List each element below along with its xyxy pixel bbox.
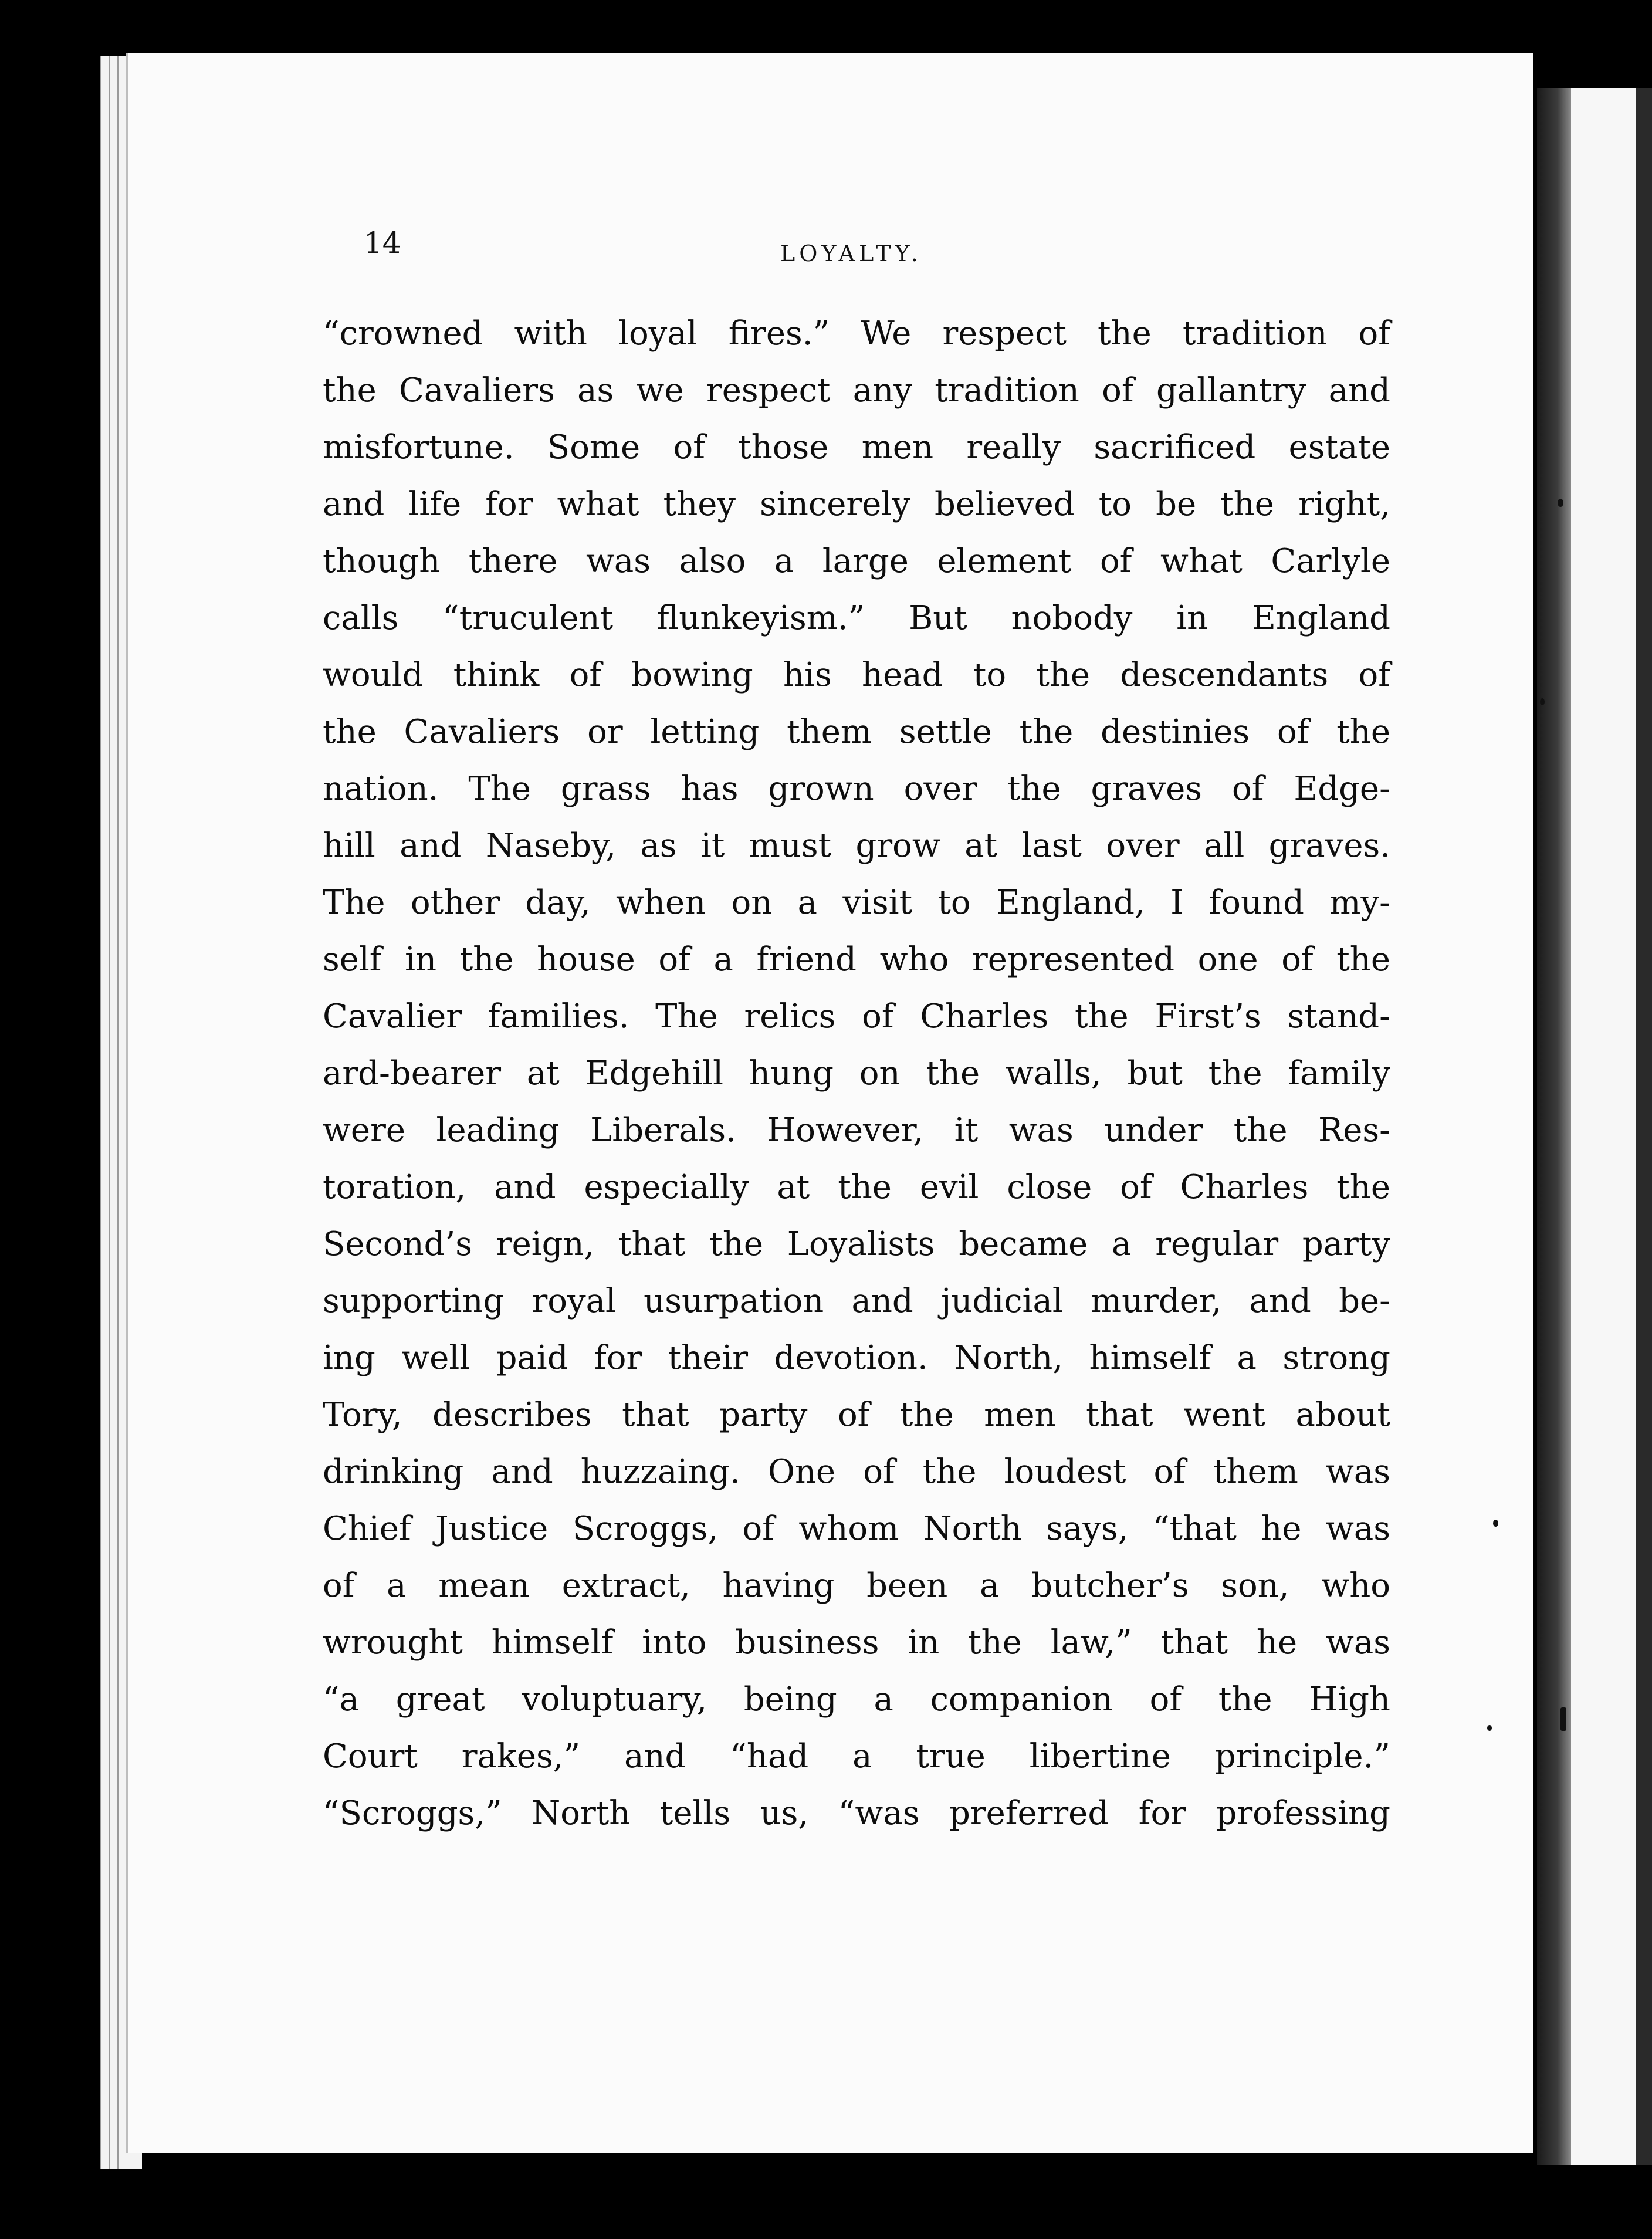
text-line: calls “truculent flunkeyism.” But nobody in England [323, 599, 1390, 637]
text-line: misfortune. Some of those men really sacrificed estate [323, 428, 1390, 466]
page-number: 14 [364, 226, 401, 260]
text-line: the Cavaliers as we respect any tradition of gallantry and [323, 371, 1390, 410]
text-line: ing well paid for their devotion. North, himself a strong [323, 1339, 1390, 1377]
text-line: nation. The grass has grown over the graves of Edge- [323, 770, 1390, 808]
text-line: “crowned with loyal fires.” We respect the tradition of [323, 314, 1390, 353]
gutter-shadow [1537, 88, 1571, 2165]
text-line: though there was also a large element of what Carlyle [323, 542, 1390, 580]
text-line: self in the house of a friend who represented one of the [323, 941, 1390, 979]
text-line: supporting royal usurpation and judicial murder, and be- [323, 1282, 1390, 1320]
text-line: the Cavaliers or letting them settle the destinies of the [323, 713, 1390, 751]
text-line: ard-bearer at Edgehill hung on the walls, but the family [323, 1054, 1390, 1093]
text-line: Second’s reign, that the Loyalists became a regular party [323, 1225, 1390, 1263]
text-line: Cavalier families. The relics of Charles the First’s stand- [323, 997, 1390, 1036]
body-text [323, 305, 1390, 1842]
running-head: LOYALTY. [780, 241, 922, 266]
text-line: Chief Justice Scroggs, of whom North says, “that he was [323, 1510, 1390, 1548]
scan-speck [1540, 698, 1545, 705]
text-line: would think of bowing his head to the descendants of [323, 656, 1390, 694]
facing-page-edge [1636, 88, 1652, 2165]
text-line: and life for what they sincerely believed to be the right, [323, 485, 1390, 523]
text-line: wrought himself into business in the law,” that he was [323, 1624, 1390, 1662]
scan-speck [1487, 1725, 1492, 1731]
scan-speck [1493, 1520, 1498, 1527]
text-line: “a great voluptuary, being a companion of the High [323, 1680, 1390, 1719]
text-line: “Scroggs,” North tells us, “was preferred for professing [323, 1794, 1390, 1832]
scan-speck [1558, 499, 1563, 507]
text-line: Court rakes,” and “had a true libertine principle.” [323, 1737, 1390, 1775]
text-line: The other day, when on a visit to England, I found my- [323, 884, 1390, 922]
text-line: were leading Liberals. However, it was under the Res- [323, 1111, 1390, 1149]
scan-speck [1560, 1707, 1566, 1731]
text-line: Tory, describes that party of the men that went about [323, 1396, 1390, 1434]
text-line: drinking and huzzaing. One of the loudest of them was [323, 1453, 1390, 1491]
text-line: hill and Naseby, as it must grow at last over all graves. [323, 827, 1390, 865]
text-line: toration, and especially at the evil close of Charles the [323, 1168, 1390, 1206]
text-line: of a mean extract, having been a butcher’s son, who [323, 1567, 1390, 1605]
